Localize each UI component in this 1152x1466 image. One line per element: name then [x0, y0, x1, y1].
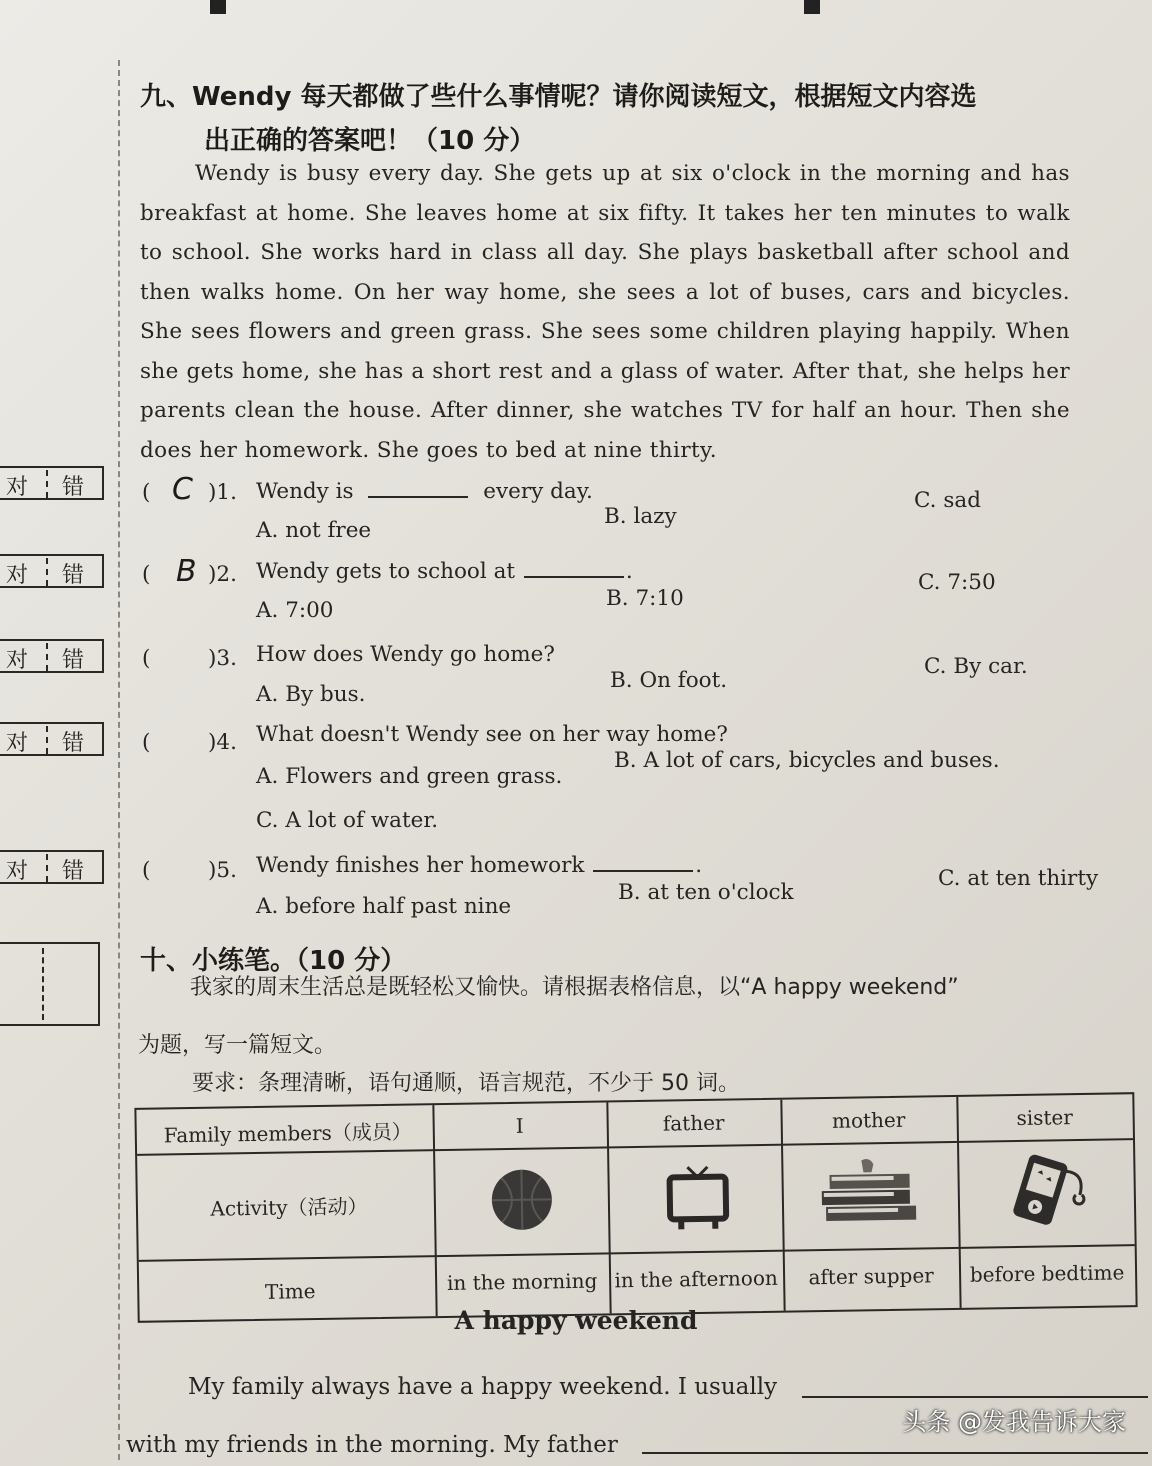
- question-stem: What doesn't Wendy see on her way home?: [256, 722, 728, 747]
- writing-instruction-cont: 为题，写一篇短文。: [138, 1033, 337, 1058]
- member-sister: sister: [1016, 1105, 1073, 1131]
- books-icon: [817, 1156, 922, 1230]
- option-a: A. before half past nine: [256, 894, 512, 919]
- score-box[interactable]: [0, 850, 104, 884]
- answer-paren: (: [142, 646, 151, 671]
- mark-right: 对: [6, 859, 29, 884]
- section9-title-cont: 出正确的答案吧！（10 分）: [204, 126, 536, 156]
- member-i: I: [515, 1113, 524, 1138]
- handwritten-answer[interactable]: B: [176, 554, 197, 589]
- mark-wrong: 错: [62, 859, 85, 884]
- answer-paren: (: [142, 858, 151, 883]
- section9-title: 九、Wendy 每天都做了些什么事情呢？请你阅读短文，根据短文内容选: [140, 82, 977, 112]
- score-box[interactable]: [0, 639, 104, 673]
- binding-dashed-line: [118, 60, 120, 1460]
- answer-paren: (: [142, 730, 151, 755]
- music-player-icon: [1005, 1151, 1096, 1232]
- row-header-activity: Activity（活动）: [210, 1194, 368, 1221]
- writing-blank-line[interactable]: [802, 1396, 1148, 1398]
- answer-blank[interactable]: [368, 478, 468, 498]
- option-b: B. On foot.: [610, 668, 728, 693]
- score-box-section10[interactable]: [0, 942, 100, 1026]
- answer-paren: (: [142, 480, 151, 505]
- option-b: B. 7:10: [606, 586, 684, 611]
- option-b: B. at ten o'clock: [618, 880, 794, 905]
- option-c: C. A lot of water.: [256, 808, 439, 833]
- question-number: )2.: [208, 562, 237, 587]
- mark-right: 对: [6, 563, 29, 588]
- mark-right: 对: [6, 731, 29, 756]
- question-number: )1.: [208, 480, 237, 505]
- time-mother: after supper: [808, 1263, 934, 1290]
- question-number: )3.: [208, 646, 237, 671]
- row-header-time: Time: [264, 1279, 316, 1304]
- option-a: A. Flowers and green grass.: [256, 764, 563, 789]
- score-box[interactable]: [0, 554, 104, 588]
- option-c: C. sad: [914, 488, 981, 513]
- score-box[interactable]: [0, 722, 104, 756]
- basketball-icon: [489, 1167, 554, 1232]
- question-stem: Wendy finishes her homework .: [256, 853, 703, 878]
- mark-wrong: 错: [62, 563, 85, 588]
- time-sister: before bedtime: [969, 1260, 1125, 1287]
- handwritten-answer[interactable]: C: [172, 472, 193, 507]
- option-c: C. By car.: [924, 654, 1028, 679]
- member-mother: mother: [831, 1107, 906, 1133]
- question-number: )5.: [208, 858, 237, 883]
- question-stem: Wendy gets to school at .: [256, 559, 633, 584]
- option-a: A. 7:00: [256, 598, 334, 623]
- question-stem: Wendy is every day.: [256, 479, 593, 504]
- question-stem: How does Wendy go home?: [256, 642, 555, 667]
- time-father: in the afternoon: [614, 1265, 778, 1293]
- writing-blank-line[interactable]: [642, 1452, 1148, 1454]
- question-number: )4.: [208, 730, 237, 755]
- mark-wrong: 错: [62, 648, 85, 673]
- answer-blank[interactable]: [593, 852, 693, 872]
- weekend-activity-table: [134, 1092, 1137, 1323]
- option-a: A. By bus.: [256, 682, 366, 707]
- mark-right: 对: [6, 475, 29, 500]
- option-a: A. not free: [256, 518, 372, 543]
- row-header-members: Family members（成员）: [163, 1119, 413, 1148]
- writing-instruction: 我家的周末生活总是既轻松又愉快。请根据表格信息，以“A happy weekend”: [190, 975, 959, 1000]
- answer-blank[interactable]: [524, 558, 624, 578]
- answer-paren: (: [142, 562, 151, 587]
- score-box[interactable]: [0, 466, 104, 500]
- essay-line-2: with my friends in the morning. My father: [126, 1432, 618, 1458]
- essay-line-1: My family always have a happy weekend. I usually: [188, 1374, 778, 1400]
- mark-right: 对: [6, 648, 29, 673]
- section10-title: 十、小练笔。（10 分）: [140, 946, 407, 976]
- mark-wrong: 错: [62, 475, 85, 500]
- option-b: B. A lot of cars, bicycles and buses.: [614, 748, 1000, 773]
- option-b: B. lazy: [604, 504, 677, 529]
- option-c: C. 7:50: [918, 570, 996, 595]
- writing-requirement: 要求：条理清晰，语句通顺，语言规范，不少于 50 词。: [192, 1071, 740, 1096]
- member-father: father: [662, 1110, 725, 1136]
- binding-mark: [210, 0, 226, 14]
- option-c: C. at ten thirty: [938, 866, 1099, 891]
- essay-title: A happy weekend: [454, 1306, 698, 1335]
- watermark: 头条 @发我告诉大家: [902, 1408, 1126, 1436]
- mark-wrong: 错: [62, 731, 85, 756]
- binding-mark: [804, 0, 820, 14]
- reading-passage: Wendy is busy every day. She gets up at six o'clock in the morning and has breakfast at home. She leaves home at six fifty. It takes her ten minutes to walk to school. She works hard in class all day. She plays basketball after school and then walks home. On her way home, she sees a lot of buses, cars and bicycles. She sees flowers and green grass. She sees some children playing happily. When she gets home, she has a short rest and a glass of water. After that, she helps her parents clean the house. After dinner, she watches TV for half an hour. Then she does her homework. She goes to bed at nine thirty.: [140, 161, 1070, 463]
- time-i: in the morning: [446, 1268, 598, 1295]
- tv-icon: [663, 1162, 732, 1231]
